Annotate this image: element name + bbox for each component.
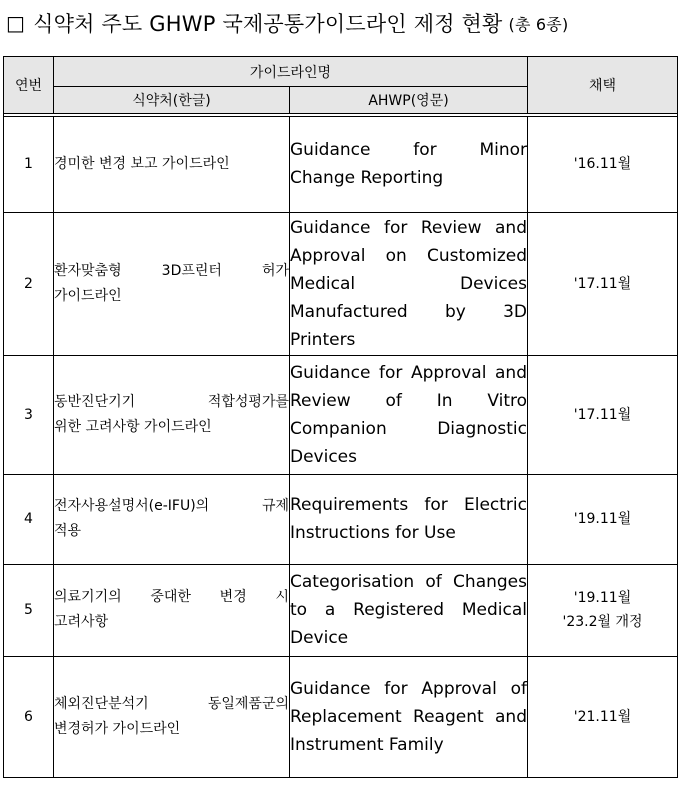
- adoption-date: [528, 564, 678, 657]
- table-row: [4, 117, 678, 213]
- english-name-line: Guidance for Approval and: [290, 363, 527, 384]
- english-name: [290, 564, 528, 657]
- english-name-line: to a Registered Medical: [290, 600, 527, 621]
- adoption-date-line: '19.11월: [573, 511, 632, 528]
- row-number: 4: [4, 475, 54, 565]
- adoption-date-line: '17.11월: [573, 407, 632, 424]
- table-row: [4, 475, 678, 565]
- adoption-date: [528, 657, 678, 778]
- adoption-date: [528, 475, 678, 565]
- header-no: 연번: [4, 57, 54, 114]
- english-name-line: Categorisation of Changes: [290, 572, 527, 593]
- korean-name: [54, 657, 290, 778]
- english-name-line: Companion Diagnostic: [290, 419, 527, 440]
- korean-name-line: 경미한 변경 보고 가이드라인: [54, 155, 230, 172]
- adoption-date-line: '19.11월: [573, 590, 632, 607]
- english-name-line: Manufactured by 3D Printers: [290, 302, 527, 350]
- korean-name-line: 동반진단기기 적합성평가를: [54, 394, 289, 411]
- row-number: 2: [4, 212, 54, 356]
- english-name: [290, 117, 528, 213]
- korean-name: [54, 564, 290, 657]
- korean-name-line: 적용: [54, 523, 82, 540]
- header-english: AHWP(영문): [290, 87, 528, 114]
- adoption-date-line: '23.2월 개정: [562, 614, 643, 631]
- english-name-line: Change Reporting: [290, 168, 444, 189]
- adoption-date: [528, 117, 678, 213]
- korean-name-line: 의료기기의 중대한 변경 시: [54, 589, 289, 606]
- english-name-line: Medical Devices: [290, 274, 527, 294]
- row-number: 1: [4, 117, 54, 213]
- title-text: 식약처 주도 GHWP 국제공통가이드라인 제정 현황: [33, 12, 503, 36]
- english-name-line: Instructions for Use: [290, 523, 456, 544]
- document-title: [6, 6, 568, 40]
- guideline-table: [3, 56, 678, 778]
- header-adoption: 채택: [528, 57, 678, 114]
- english-name: [290, 475, 528, 565]
- korean-name-line: 위한 고려사항 가이드라인: [54, 419, 212, 436]
- english-name: [290, 212, 528, 356]
- row-number: 3: [4, 356, 54, 475]
- row-number: 5: [4, 564, 54, 657]
- english-name: [290, 657, 528, 778]
- korean-name-line: 고려사항: [54, 614, 109, 631]
- english-name-line: Devices: [290, 447, 357, 468]
- korean-name-line: 변경허가 가이드라인: [54, 721, 181, 738]
- header-guideline-name: 가이드라인명: [54, 57, 528, 87]
- adoption-date-line: '17.11월: [573, 276, 632, 292]
- title-count: (총 6종): [508, 14, 569, 34]
- korean-name: [54, 356, 290, 475]
- table-row: [4, 657, 678, 778]
- adoption-date: [528, 356, 678, 475]
- english-name-line: Guidance for Minor: [290, 140, 527, 161]
- table-row: [4, 564, 678, 657]
- korean-name: [54, 117, 290, 213]
- english-name-line: Review of In Vitro: [290, 391, 527, 412]
- korean-name-line: 체외진단분석기 동일제품군의: [54, 696, 289, 713]
- korean-name-line: 가이드라인: [54, 288, 122, 304]
- checkbox-bullet-icon: □: [6, 11, 26, 35]
- table-row: [4, 356, 678, 475]
- english-name-line: Requirements for Electric: [290, 495, 527, 516]
- table-row: [4, 212, 678, 356]
- english-name: [290, 356, 528, 475]
- adoption-date-line: '16.11월: [573, 156, 632, 173]
- adoption-date: [528, 212, 678, 356]
- english-name-line: Guidance for Approval of: [290, 679, 527, 700]
- header-korean: 식약처(한글): [54, 87, 290, 114]
- korean-name-line: 환자맞춤형 3D프린터 허가: [54, 263, 289, 279]
- adoption-date-line: '21.11월: [573, 709, 632, 726]
- english-name-line: Instrument Family: [290, 735, 444, 756]
- english-name-line: Guidance for Review and: [290, 218, 527, 238]
- korean-name-line: 전자사용설명서(e-IFU)의 규제: [54, 498, 289, 515]
- korean-name: [54, 212, 290, 356]
- english-name-line: Device: [290, 628, 349, 649]
- english-name-line: Approval on Customized: [290, 246, 527, 266]
- english-name-line: Replacement Reagent and: [290, 707, 527, 728]
- row-number: 6: [4, 657, 54, 778]
- korean-name: [54, 475, 290, 565]
